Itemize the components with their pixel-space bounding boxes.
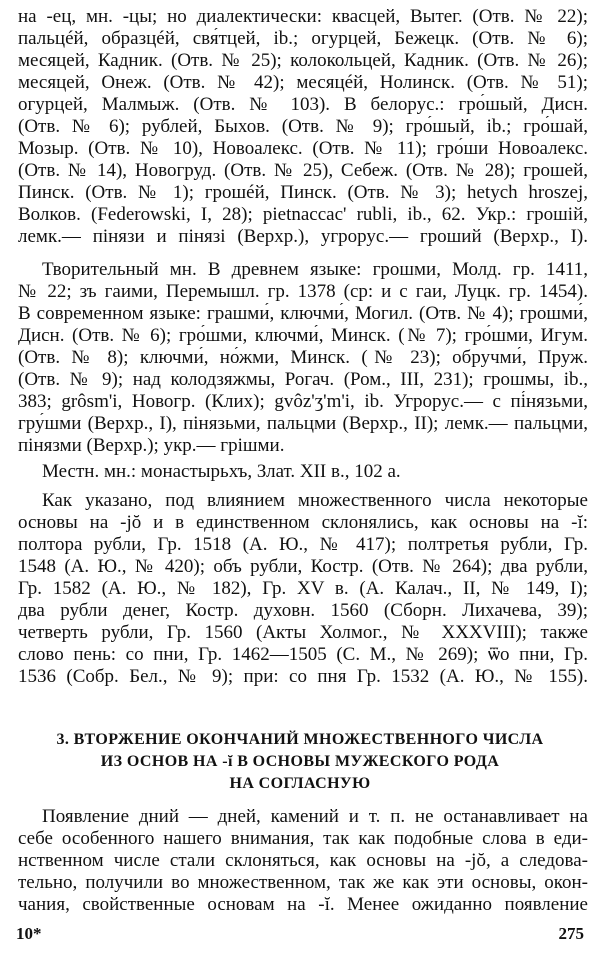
text-line: себе особенного нашего внимания, так как подобные слова в еди- — [18, 828, 588, 849]
text-line: (Отв. № 6); рублей, Быхов. (Отв. № 9); гро́шый, ib.; гро́шай, — [18, 116, 588, 137]
text-line: 383; grôsm'i, Новогр. (Клих); gvôz'ʒ'm'i, ib. Угрорус.— с пі́нязьми, — [18, 391, 588, 412]
text-line: нственном числе стали склоняться, как основы на -jŏ, а следова- — [18, 850, 588, 871]
text-line: два рубли денег, Костр. духовн. 1560 (Сборн. Лихачева, 39); — [18, 600, 588, 621]
text-line: месяцей, Онеж. (Отв. № 42); месяцéй, Нолинск. (Отв. № 51); — [18, 72, 588, 93]
text-line: полтора рубли, Гр. 1518 (А. Ю., № 417); полтретья рубли, Гр. — [18, 534, 588, 555]
paragraph-start-instrumental-plural: Творительный мн. В древнем языке: грошми, Молд. гр. 1411, — [42, 259, 588, 280]
section-heading-line-1: 3. ВТОРЖЕНИЕ ОКОНЧАНИЙ МНОЖЕСТВЕННОГО ЧИСЛА — [56, 731, 544, 748]
text-line: слово пень: со пни, Гр. 1462—1505 (С. М., № 269); ѿо пни, Гр. — [18, 644, 588, 665]
text-line: Пинск. (Отв. № 1); грошéй, Пинск. (Отв. № 3); hetych hroszej, — [18, 182, 588, 203]
text-line: основы на -jŏ и в единственном склонялись, как основы на -ĭ: — [18, 512, 588, 533]
text-line: пінязми (Верхр.); укр.— грішми. — [18, 435, 285, 456]
text-line: четверть рубли, Гр. 1560 (Акты Холмог., № XXXVIII); также — [18, 622, 588, 643]
text-line: месяцей, Кадник. (Отв. № 25); колокольцей, Кадник. (Отв. № 26); — [18, 50, 588, 71]
text-line: (Отв. № 9); над колодзяжмы, Рогач. (Ром., III, 231); грошмы, ib., — [18, 369, 588, 390]
text-line: Мозыр. (Отв. № 10), Новоалекс. (Отв. № 11); гро́ши Новоалекс. — [18, 138, 588, 159]
text-line: чания, свойственные основам на -ĭ. Менее ожиданно появление — [18, 894, 588, 915]
page-number: 275 — [558, 924, 584, 943]
text-line: 1536 (Собр. Бел., № 9); при: со пня Гр. 1532 (А. Ю., № 155). — [18, 666, 588, 687]
text-line: гру́шми (Верхр., I), пінязьми, пальцми (Верхр., II); лемк.— пальцми, — [18, 413, 588, 434]
text-line: Дисн. (Отв. № 6); гро́шми, ключми́, Минск. (№ 7); гро́шми, Игум. — [18, 325, 588, 346]
text-line: Волков. (Federowski, I, 28); pietnaccac' rubli, ib., 62. Укр.: грошій, — [18, 204, 588, 225]
text-line: тельно, получили во множественном, так же как эти основы, окон- — [18, 872, 588, 893]
section-heading-line-3: НА СОГЛАСНУЮ — [229, 775, 371, 792]
text-line: 1548 (А. Ю., № 420); объ рубли, Костр. (Отв. № 264); два рубли, — [18, 556, 588, 577]
paragraph-start-locative-plural: Местн. мн.: монастырьхъ, Злат. XII в., 102 а. — [42, 461, 401, 482]
printer-signature-mark: 10* — [16, 924, 42, 943]
text-line: огурцей, Малмыж. (Отв. № 103). В белорус.: гро́шый, Дисн. — [18, 94, 588, 115]
text-line: (Отв. № 8); ключми́, но́жми, Минск. (№ 23); обручми́, Пруж. — [18, 347, 588, 368]
section-heading-line-2: ИЗ ОСНОВ НА -ĭ В ОСНОВЫ МУЖЕСКОГО РОДА — [100, 753, 500, 770]
text-line: (Отв. № 14), Новогруд. (Отв. № 25), Себеж. (Отв. № 28); грошей, — [18, 160, 588, 181]
text-line: пальцéй, образцéй, свя́тцей, ib.; огурцей, Бежецк. (Отв. № 6); — [18, 28, 588, 49]
text-line: В современном языке: грашми́, ключми́, Могил. (Отв. № 4); грошми́, — [18, 303, 588, 324]
text-line: на -ец, мн. -цы; но диалектически: квасцей, Вытег. (Отв. № 22); — [18, 6, 588, 27]
text-line: № 22; зъ гаими, Перемышл. гр. 1378 (ср: и с гаи, Луцк. гр. 1454). — [18, 281, 588, 302]
paragraph-start-appearance: Появление дний — дней, камений и т. п. не останавливает на — [42, 806, 588, 827]
text-line: Гр. 1582 (А. Ю., № 182), Гр. XV в. (А. Калач., II, № 149, I); — [18, 578, 588, 599]
text-line: лемк.— пінязи и пінязі (Верхр.), угрорус.— гроший (Верхр., I). — [18, 226, 588, 247]
paragraph-start-analogy: Как указано, под влиянием множественного числа некоторые — [42, 490, 588, 511]
